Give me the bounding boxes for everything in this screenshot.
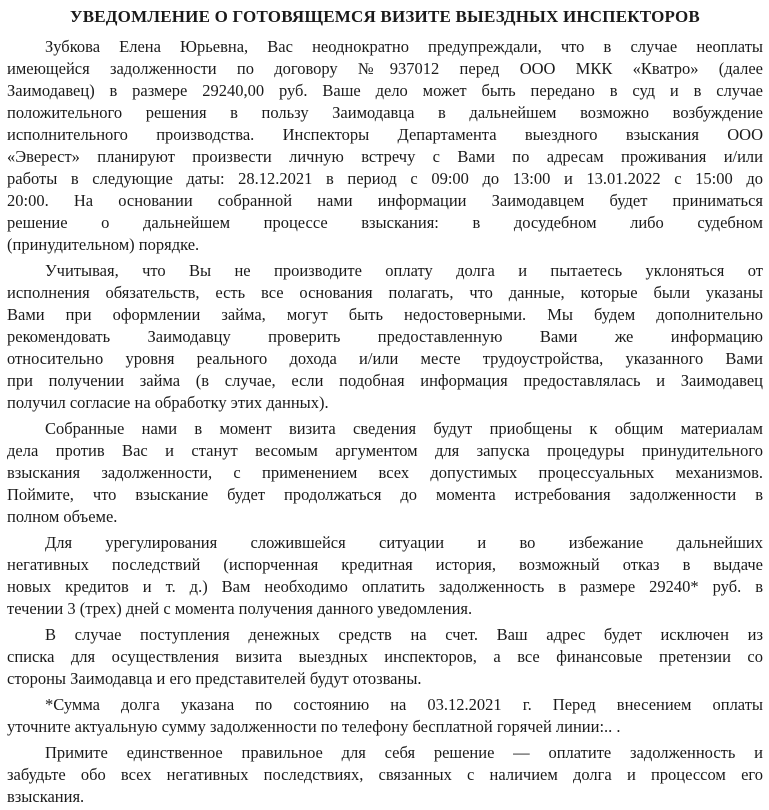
text-line: течении 3 (трех) дней с момента получения данного уведомления. (7, 599, 473, 618)
text-line: Зубкова Елена Юрьевна, Вас неоднократно предупреждали, что в случае неоплаты (45, 37, 763, 56)
text-line: взыскания. (7, 787, 85, 806)
text-line: Примите единственное правильное для себя решение — оплатите задолженность и (45, 743, 763, 762)
document-paragraph (7, 694, 763, 738)
text-line: рекомендовать Заимодавцу проверить предоставленную Вами же информацию (7, 327, 763, 346)
document-paragraph (7, 260, 763, 414)
text-line: дела против Вас и станут весомым аргументом для запуска процедуры принудительного (7, 441, 763, 460)
text-line: взыскания задолженности, с применением всех допустимых процессуальных механизмов. (7, 463, 763, 482)
text-line: Вами при оформлении займа, могут быть недостоверными. Мы будем дополнительно (7, 305, 763, 324)
text-line: Заимодавец) в размере 29240,00 руб. Ваше дело может быть передано в суд и в случае (7, 81, 763, 100)
text-line: (принудительном) порядке. (7, 235, 200, 254)
document-paragraph (7, 624, 763, 690)
text-line: имеющейся задолженности по договору №937012 перед ООО МКК «Кватро» (далее (7, 59, 763, 78)
text-line: положительного решения в пользу Заимодавца в дальнейшем возможно возбуждение (7, 103, 763, 122)
text-line: уточните актуальную сумму задолженности по телефону бесплатной горячей линии:.. . (7, 717, 621, 736)
document-paragraph (7, 532, 763, 620)
text-line: при получении займа (в случае, если подобная информация предоставлялась и Заимодавец (7, 371, 763, 390)
text-line: исполнительного производства. Инспекторы Департамента выездного взыскания ООО (7, 125, 763, 144)
document-paragraph (7, 418, 763, 528)
text-line: стороны Заимодавца и его представителей будут отозваны. (7, 669, 422, 688)
text-line: получил согласие на обработку этих данных). (7, 393, 329, 412)
text-line: Учитывая, что Вы не производите оплату долга и пытаетесь уклоняться от (45, 261, 763, 280)
text-line: забудьте обо всех негативных последствиях, связанных с наличием долга и процессом его (7, 765, 763, 784)
text-line: *Сумма долга указана по состоянию на 03.12.2021 г. Перед внесением оплаты (45, 695, 763, 714)
document-paragraph (7, 742, 763, 808)
text-line: относительно уровня реального дохода и/или месте трудоустройства, указанного Вами (7, 349, 763, 368)
text-line: списка для осуществления визита выездных инспекторов, а все финансовые претензии со (7, 647, 763, 666)
text-line: Собранные нами в момент визита сведения будут приобщены к общим материалам (45, 419, 763, 438)
text-line: «Эверест» планируют произвести личную встречу с Вами по адресам проживания и/или (7, 147, 763, 166)
text-line: Поймите, что взыскание будет продолжаться до момента истребования задолженности в (7, 485, 763, 504)
document-title: УВЕДОМЛЕНИЕ О ГОТОВЯЩЕМСЯ ВИЗИТЕ ВЫЕЗДНЫХ ИНСПЕКТОРОВ (70, 7, 700, 26)
document-paragraph (7, 36, 763, 256)
text-line: негативных последствий (испорченная кредитная история, возможный отказ в выдаче (7, 555, 763, 574)
text-line: исполнения обязательств, есть все основания полагать, что данные, которые были указаны (7, 283, 763, 302)
text-line: новых кредитов и т. д.) Вам необходимо оплатить задолженность в размере 29240* руб. в (7, 577, 763, 596)
text-line: работы в следующие даты: 28.12.2021 в период с 09:00 до 13:00 и 13.01.2022 с 15:00 до (7, 169, 763, 188)
text-line: В случае поступления денежных средств на счет. Ваш адрес будет исключен из (45, 625, 763, 644)
document-body (7, 36, 763, 808)
text-line: решение о дальнейшем процессе взыскания: в досудебном либо судебном (7, 213, 763, 232)
text-line: полном объеме. (7, 507, 118, 526)
text-line: Для урегулирования сложившейся ситуации и во избежание дальнейших (45, 533, 763, 552)
text-line: 20:00. На основании собранной нами информации Заимодавцем будет приниматься (7, 191, 763, 210)
